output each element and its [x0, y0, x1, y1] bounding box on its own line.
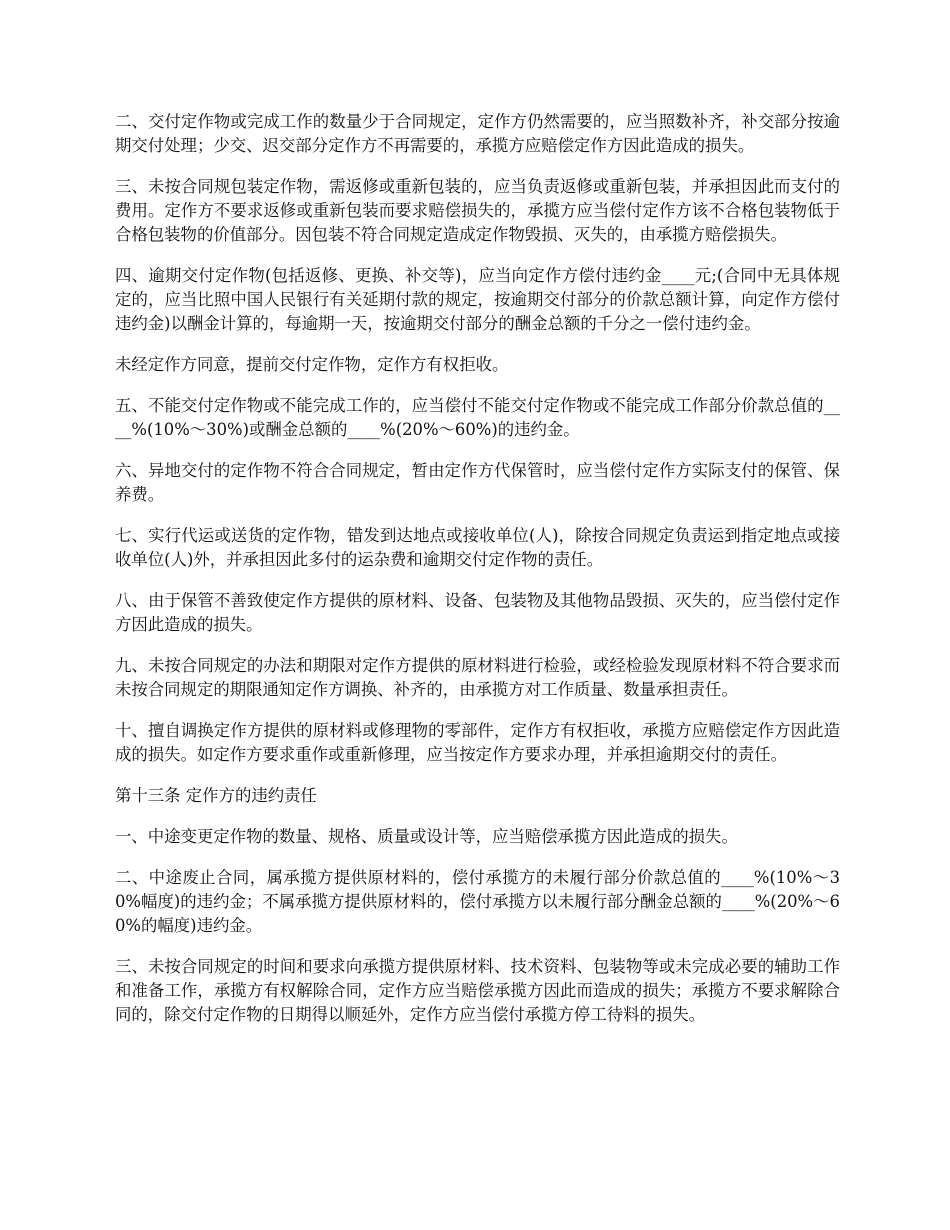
- paragraph-contractor-packaging: 三、未按合同规包装定作物，需返修或重新包装的，应当负责返修或重新包装，并承担因此而支付的费用。定作方不要求返修或重新包装而要求赔偿损失的，承揽方应当偿付定作方该不合格包装物低于合格包装物的价值部分。因包装不符合同规定造成定作物毁损、灭失的，由承揽方赔偿损失。: [115, 177, 840, 244]
- paragraph-client-cancellation: 二、中途废止合同，属承揽方提供原材料的，偿付承揽方的未履行部分价款总值的____%(10%～30%幅度)的违约金；不属承揽方提供原材料的，偿付承揽方以未履行部分酬金总额的____%(20%～60%的幅度)违约金。: [115, 868, 840, 935]
- paragraph-contractor-misdelivery: 七、实行代运或送货的定作物，错发到达地点或接收单位(人)，除按合同规定负责运到指定地点或接收单位(人)外，并承担因此多付的运杂费和逾期交付定作物的责任。: [115, 526, 840, 569]
- paragraph-contractor-inspection: 九、未按合同规定的办法和期限对定作方提供的原材料进行检验，或经检验发现原材料不符合要求而未按合同规定的期限通知定作方调换、补齐的，由承揽方对工作质量、数量承担责任。: [115, 656, 840, 699]
- paragraph-client-change: 一、中途变更定作物的数量、规格、质量或设计等，应当赔偿承揽方因此造成的损失。: [115, 827, 738, 846]
- section-heading-article-13: 第十三条 定作方的违约责任: [115, 786, 317, 805]
- paragraph-contractor-quantity-shortfall: 二、交付定作物或完成工作的数量少于合同规定，定作方仍然需要的，应当照数补齐，补交部分按逾期交付处理；少交、迟交部分定作方不再需要的，承揽方应赔偿定作方因此造成的损失。: [115, 112, 840, 155]
- paragraph-contractor-non-delivery: 五、不能交付定作物或不能完成工作的，应当偿付不能交付定作物或不能完成工作部分价款总值的____%(10%～30%)或酬金总额的____%(20%～60%)的违约金。: [115, 396, 840, 439]
- paragraph-contractor-late-delivery: 四、逾期交付定作物(包括返修、更换、补交等)，应当向定作方偿付违约金____元;(合同中无具体规定的，应当比照中国人民银行有关延期付款的规定，按逾期交付部分的价款总额计算，向定作方偿付违约金)以酬金计算的，每逾期一天，按逾期交付部分的酬金总额的千分之一偿付违约金。: [115, 266, 840, 333]
- paragraph-contractor-parts-swap: 十、擅自调换定作方提供的原材料或修理物的零部件，定作方有权拒收，承揽方应赔偿定作方因此造成的损失。如定作方要求重作或重新修理，应当按定作方要求办理，并承担逾期交付的责任。: [115, 721, 840, 764]
- paragraph-client-materials-delay: 三、未按合同规定的时间和要求向承揽方提供原材料、技术资料、包装物等或未完成必要的辅助工作和准备工作，承揽方有权解除合同，定作方应当赔偿承揽方因此而造成的损失；承揽方不要求解除合同的，除交付定作物的日期得以顺延外，定作方应当偿付承揽方停工待料的损失。: [115, 957, 840, 1024]
- paragraph-contractor-offsite-storage: 六、异地交付的定作物不符合合同规定，暂由定作方代保管时，应当偿付定作方实际支付的保管、保养费。: [115, 461, 840, 504]
- paragraph-contractor-storage-damage: 八、由于保管不善致使定作方提供的原材料、设备、包装物及其他物品毁损、灭失的，应当偿付定作方因此造成的损失。: [115, 591, 840, 634]
- paragraph-early-delivery-rejection: 未经定作方同意，提前交付定作物，定作方有权拒收。: [115, 355, 509, 374]
